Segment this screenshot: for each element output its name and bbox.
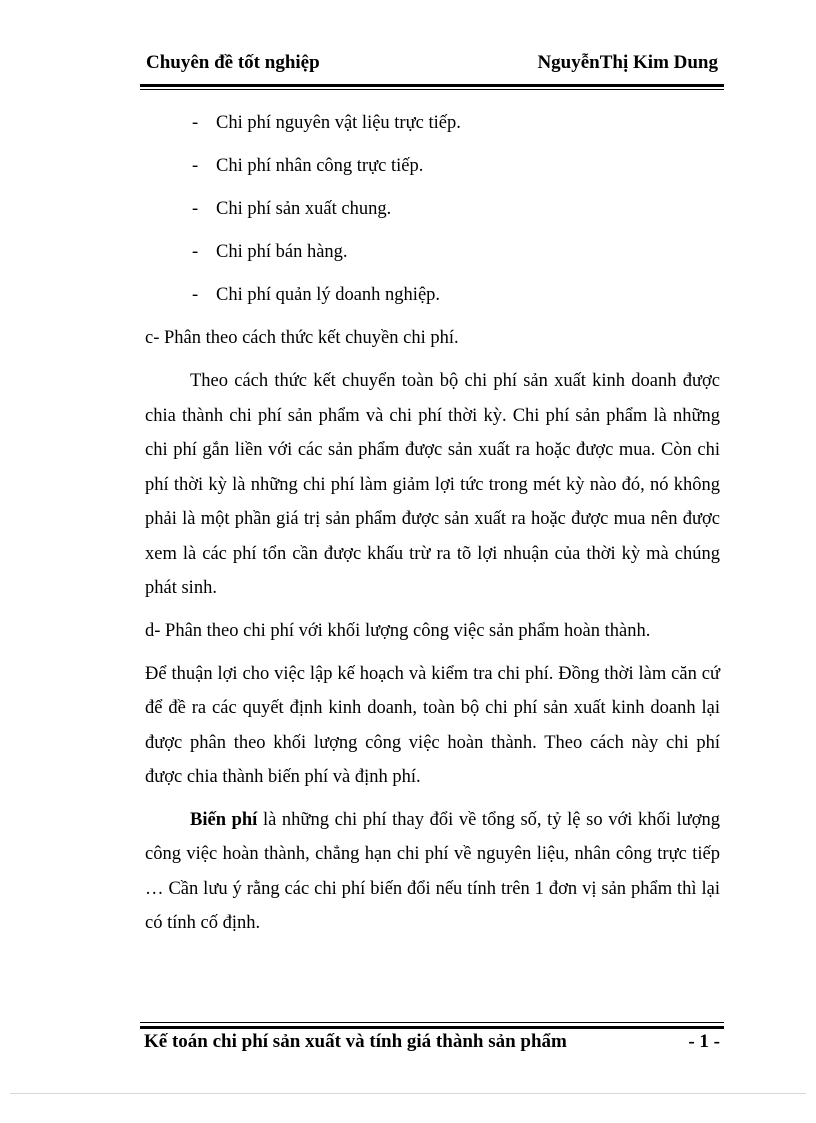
- bullet-dash: -: [192, 156, 199, 176]
- spacer: [145, 795, 720, 803]
- footer-rule-thin: [140, 1022, 724, 1023]
- spacer: [145, 606, 720, 614]
- list-item: [145, 106, 720, 149]
- page-header: [140, 52, 720, 76]
- section-d-heading: d- Phân theo chi phí với khối lượng công việc sản phẩm hoàn thành.: [145, 620, 651, 641]
- list-item-text: Chi phí sản xuất chung.: [216, 199, 392, 219]
- term-bien-phi: Biến phí: [190, 809, 258, 830]
- header-rule-thin: [140, 89, 724, 90]
- bullet-dash: -: [192, 199, 199, 219]
- footer-rule-thick: [140, 1026, 724, 1029]
- section-c-heading: c- Phân theo cách thức kết chuyền chi phí.: [145, 328, 459, 348]
- page-edge: [10, 1093, 806, 1094]
- header-title: Chuyên đề tốt nghiệp: [146, 52, 320, 73]
- bullet-dash: -: [192, 113, 199, 133]
- list-item-text: Chi phí bán hàng.: [216, 242, 348, 262]
- header-author: NguyễnThị Kim Dung: [537, 52, 718, 73]
- term-definition: là những chi phí thay đổi về tổng số, tỷ lệ so với khối lượng công việc hoàn thành, chẳng hạn chi phí về nguyên liệu, nhân công trực tiếp … Cần lưu ý rằng các chi phí biến đổi nếu tính trên 1 đơn vị sản phẩm thì lại có tính cố định.: [145, 809, 720, 933]
- page-number: - 1 -: [688, 1031, 720, 1052]
- list-item-text: Chi phí nhân công trực tiếp.: [216, 156, 424, 176]
- footer-title: Kế toán chi phí sản xuất và tính giá thành sản phẩm: [144, 1031, 567, 1052]
- page-body: [145, 106, 720, 941]
- list-item: [145, 235, 720, 278]
- list-item-text: Chi phí nguyên vật liệu trực tiếp.: [216, 113, 461, 133]
- bullet-dash: -: [192, 285, 199, 305]
- variable-cost-paragraph: [145, 803, 720, 941]
- section-c-paragraph: Theo cách thức kết chuyển toàn bộ chi phí sản xuất kinh doanh được chia thành chi phí sản phẩm và chi phí thời kỳ. Chi phí sản phẩm là những chi phí gắn liền với các sản phẩm được sản xuất ra hoặc được mua. Còn chi phí thời kỳ là những chi phí làm giảm lợi tức trong mét kỳ nào đó, nó không phải là một phần giá trị sản phẩm được sản xuất ra hoặc được mua nên được xem là các phí tổn cần được khấu trừ ra tõ lợi nhuận của thời kỳ mà chúng phát sinh.: [145, 371, 720, 598]
- bullet-dash: -: [192, 242, 199, 262]
- page-footer: [140, 1031, 724, 1055]
- list-item: [145, 192, 720, 235]
- section-d-paragraph: Để thuận lợi cho việc lập kế hoạch và kiểm tra chi phí. Đồng thời làm căn cứ để đề ra các quyết định kinh doanh, toàn bộ chi phí sản xuất kinh doanh lại được phân theo khối lượng công việc hoàn thành. Theo cách này chi phí được chia thành biến phí và định phí.: [145, 663, 720, 787]
- list-item: [145, 278, 720, 321]
- header-rule-thick: [140, 84, 724, 87]
- list-item: [145, 149, 720, 192]
- list-item-text: Chi phí quản lý doanh nghiệp.: [216, 285, 441, 305]
